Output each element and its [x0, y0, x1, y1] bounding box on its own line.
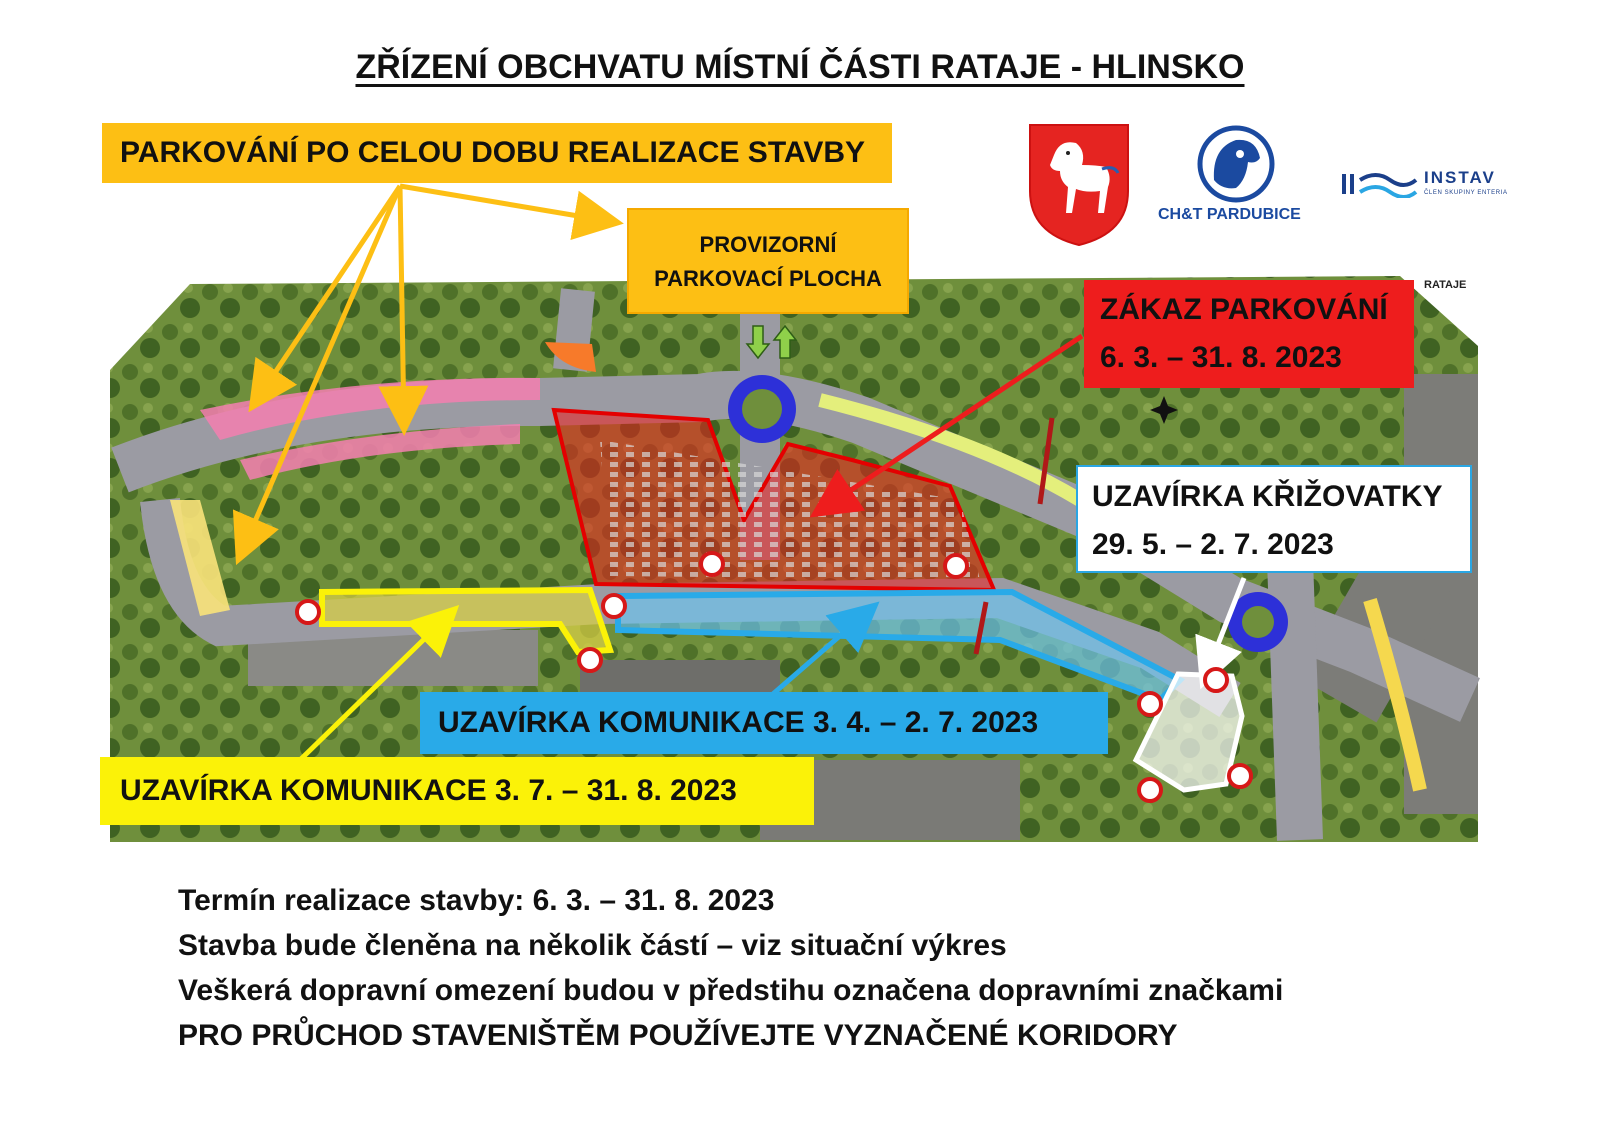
junction-closure-line2: 29. 5. – 2. 7. 2023 [1092, 528, 1334, 561]
roundabout-north-island [742, 389, 782, 429]
footer-line-4: PRO PRŮCHOD STAVENIŠTĚM POUŽÍVEJTE VYZNAČENÉ KORIDORY [178, 1019, 1178, 1052]
provisional-parking-line2: PARKOVACÍ PLOCHA [654, 266, 882, 291]
no-entry-sign-icon [579, 649, 601, 671]
no-entry-sign-icon [1205, 669, 1227, 691]
footer-notes [178, 878, 1283, 1058]
instav-logo-subtext: ČLEN SKUPINY ENTERIA [1424, 190, 1508, 196]
map-corner-label: RATAJE [1424, 279, 1467, 291]
road-east [1290, 560, 1300, 840]
provisional-parking-label [627, 208, 909, 314]
road-closure-1-label: UZAVÍRKA KOMUNIKACE 3. 4. – 2. 7. 2023 [420, 692, 1108, 754]
footer-line-2: Stavba bude členěna na několik částí – viz situační výkres [178, 929, 1007, 962]
footer-line-3: Veškerá dopravní omezení budou v předstihu označena dopravními značkami [178, 974, 1284, 1007]
parking-pointer-arrow [400, 186, 614, 222]
no-entry-sign-icon [297, 601, 319, 623]
instav-logo-text: INSTAV [1424, 168, 1496, 187]
roundabout-east-island [1242, 606, 1274, 638]
no-entry-sign-icon [1139, 779, 1161, 801]
no-entry-sign-icon [1139, 693, 1161, 715]
no-entry-sign-icon [701, 553, 723, 575]
no-entry-sign-icon [603, 595, 625, 617]
road-closure-2-label: UZAVÍRKA KOMUNIKACE 3. 7. – 31. 8. 2023 [100, 757, 814, 825]
provisional-parking-line1: PROVIZORNÍ [699, 232, 837, 257]
page-title: ZŘÍZENÍ OBCHVATU MÍSTNÍ ČÁSTI RATAJE - HLINSKO [355, 48, 1245, 86]
no-parking-line2: 6. 3. – 31. 8. 2023 [1100, 341, 1342, 374]
junction-closure-label [1076, 465, 1472, 573]
junction-closure-line1: UZAVÍRKA KŘIŽOVATKY [1092, 480, 1443, 513]
no-parking-label [1084, 280, 1414, 388]
no-entry-sign-icon [945, 555, 967, 577]
footer-line-1: Termín realizace stavby: 6. 3. – 31. 8. 2023 [178, 884, 775, 917]
no-parking-line1: ZÁKAZ PARKOVÁNÍ [1100, 293, 1388, 326]
parking-whole-time-label: PARKOVÁNÍ PO CELOU DOBU REALIZACE STAVBY [102, 123, 892, 183]
no-entry-sign-icon [1229, 765, 1251, 787]
cht-logo-text: CH&T PARDUBICE [1158, 206, 1301, 223]
